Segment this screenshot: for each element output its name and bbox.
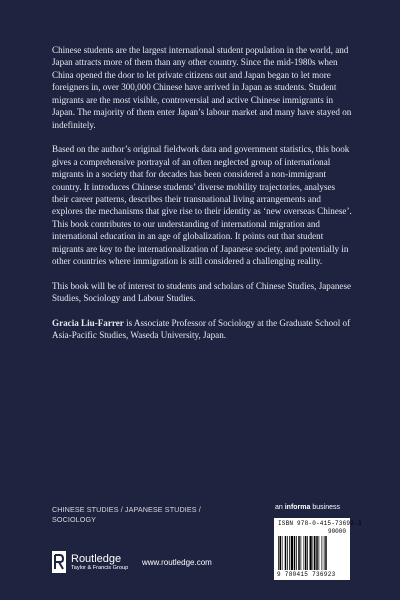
informa-brand: informa bbox=[284, 504, 311, 511]
barcode-bar bbox=[316, 536, 318, 570]
barcode-bar bbox=[296, 536, 297, 570]
barcode-bar bbox=[289, 536, 290, 570]
barcode-digits: 9 780415 736923 bbox=[277, 571, 336, 578]
barcode-bar bbox=[319, 536, 320, 570]
barcode-bar bbox=[313, 536, 314, 570]
barcode-bar bbox=[324, 536, 325, 570]
blurb-paragraph-3: This book will be of interest to students and scholars of Chinese Studies, Japanese Studies, Sociology and Labour Studies. bbox=[52, 280, 352, 304]
informa-suffix: business bbox=[310, 504, 340, 511]
barcode-bar bbox=[304, 536, 305, 570]
barcode-bar bbox=[280, 536, 282, 570]
publisher-website: www.routledge.com bbox=[142, 558, 212, 567]
barcode-bar bbox=[291, 536, 293, 570]
blurb bbox=[52, 44, 352, 354]
barcode-bar bbox=[294, 536, 296, 570]
barcode-bar bbox=[325, 536, 327, 570]
barcode-bar bbox=[298, 536, 300, 570]
barcode-bar bbox=[305, 536, 307, 570]
barcode-bar bbox=[301, 536, 302, 570]
barcode-bar bbox=[310, 536, 312, 570]
subject-line: CHINESE STUDIES / JAPANESE STUDIES / bbox=[52, 505, 201, 514]
barcode-bar bbox=[285, 536, 287, 570]
routledge-emblem-icon bbox=[52, 551, 66, 573]
blurb-paragraph-2: Based on the author’s original fieldwork data and government statistics, this book gives a comprehensive portrayal of an often neglected group of international migrants in a society that for decades has been considered a non-immigrant country. It introduces Chinese students’ diverse mobility trajectories, analyses their career patterns, describes their transnational living arrangements and explores the mechanisms that give rise to their identity as ‘new overseas Chinese’. This book contributes to our understanding of international migration and international education in an age of globalization. It points out that student migrants are key to the internationalization of Japanese society, and potentially in other countries where immigration is still considered a challenging reality. bbox=[52, 144, 352, 267]
publisher-name: Routledge bbox=[71, 552, 122, 565]
subject-categories bbox=[52, 505, 242, 524]
informa-prefix: an bbox=[275, 504, 285, 511]
informa-business-tag bbox=[275, 504, 340, 511]
subject-line: SOCIOLOGY bbox=[52, 514, 97, 524]
barcode-bar bbox=[322, 536, 323, 570]
barcode bbox=[278, 536, 346, 570]
barcode-bar bbox=[278, 536, 279, 570]
author-name: Gracia Liu-Farrer bbox=[52, 317, 124, 328]
author-bio bbox=[52, 317, 352, 342]
author-bio-text: is Associate Professor of Sociology at the Graduate School of Asia-Pacific Studies, Waseda University, Japan. bbox=[52, 317, 351, 341]
barcode-bar bbox=[287, 536, 288, 570]
publisher-logo bbox=[52, 551, 128, 573]
barcode-bar bbox=[282, 536, 283, 570]
publisher-subtitle: Taylor & Francis Group bbox=[71, 564, 129, 571]
barcode-bar bbox=[314, 536, 316, 570]
barcode-bar bbox=[307, 536, 308, 570]
barcode-panel bbox=[274, 518, 362, 580]
publisher-text bbox=[71, 553, 128, 572]
price-code: 90000 bbox=[327, 528, 346, 535]
blurb-paragraph-1: Chinese students are the largest international student population in the world, and Japan attracts more of them than any other country. Since the mid-1980s when China opened the door to let private citizens out and Japan began to let more foreigners in, over 300,000 Chinese have arrived in Japan as students. Student migrants are the most visible, controversial and active Chinese immigrants in Japan. The majority of them enter Japan’s labour market and many have stayed on indefinitely. bbox=[52, 45, 352, 130]
isbn-label: ISBN 978-0-415-73692-3 bbox=[278, 520, 362, 527]
